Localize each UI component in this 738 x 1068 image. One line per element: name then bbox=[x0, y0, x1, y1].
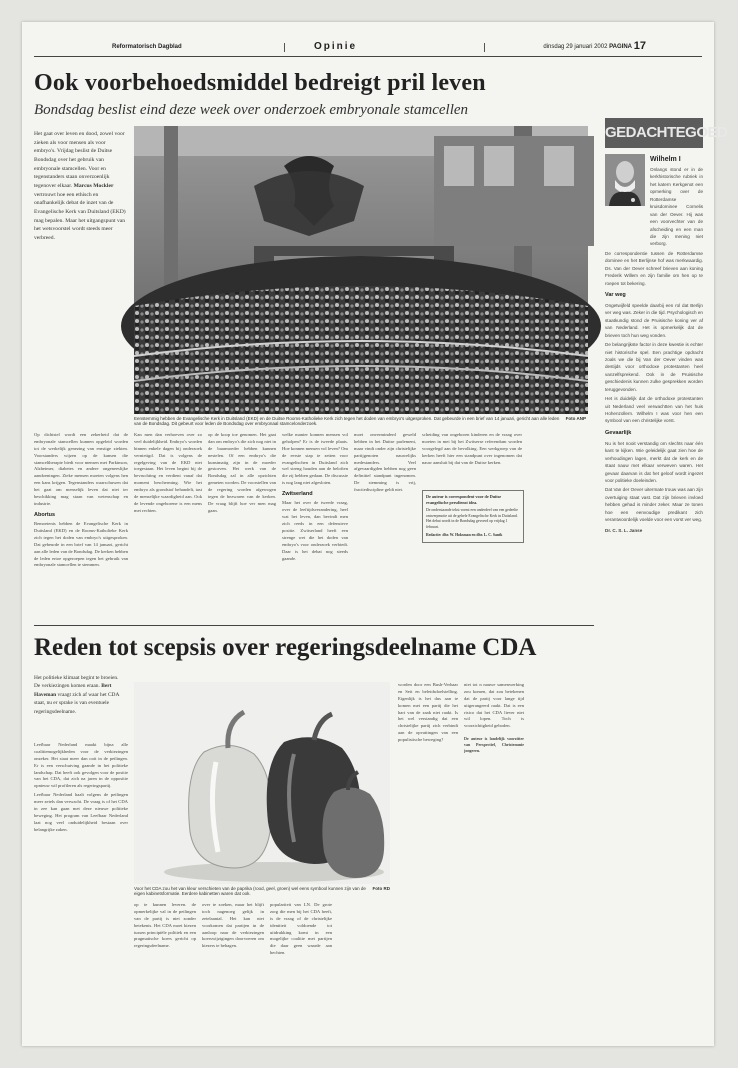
article2-column-6: niet tot n nauwe samenwerking zou komen, dat zou betekenen dat de partij voor lange tijd uitgerangeerd raakt. Dat is een risico dat het CDA liever niet wil lopen. Toch is voorzichtigheid geboden. De auteur is landelijk voorzitter van Perspectief, Christenunie jongeren. bbox=[464, 682, 524, 754]
article2-author: Bert Haveman bbox=[34, 683, 112, 698]
subhead-zwitserland: Zwitserland bbox=[282, 491, 313, 498]
bundestag-illustration bbox=[134, 126, 588, 414]
photo2-credit: Foto RD bbox=[372, 886, 390, 891]
newspaper-page bbox=[22, 22, 728, 1046]
article2-column-1: Leefbaar Nederland maakt bijna alle coalitiemogelijkheden voor de verkiezingen onzeker. Het staat meer dan ooit in de peilingen. Er is een verschuiving gaande in het politieke landschap. Dat heeft ook gevolgen voor de positie van het CDA, dat zich na jaren in de oppositie opnieuw wil profileren als regeringspartij. Leefbaar Nederland haalt volgens de peilingen meer zetels dan verwacht. De vraag is of het CDA in zee kan gaan met deze nieuwe politieke beweging. Het program van Leefbaar Nederland laat nog veel onduidelijkheid bestaan over belangrijke zaken. bbox=[34, 742, 128, 832]
article1-column-6: scheiding van ongeboren kinderen en de vraag over moeten in mei bij het Zwitserse referendum worden voorgelegd aan de bevolking. Een werkgroep van de kerken heeft hier een standpunt over ingenomen dat nauw aansluit bij dat van de Duitse kerken. bbox=[422, 432, 522, 465]
article1-column-4: welke manier konnen mensen vol geholpen? Er is de tweede plaats. Hoe konnen mensen vol leven? Om de eerste stap te zetten voor evangelischen in Duitsland zich wel streng houden aan de beloften die zij hebben gedaan. De discussie is nog lang niet afgesloten. Zwitserland Maar het over de tweede vraag, over de leeftijdsverandering, heel wat het leven, dan bevindt men zich reeds in een defensieve positie. Zwitserland heeft een strenge wet die het doden van embryo's voor onderzoek verbiedt. Daar is het debat nog steeds gaande. bbox=[282, 432, 348, 561]
subhead-gevaarlijk: Gevaarlijk bbox=[605, 429, 632, 436]
sidebar-title: Wilhelm I bbox=[650, 156, 681, 163]
page-number: 17 bbox=[633, 40, 646, 52]
article1-intro: Het gaat over leven en dood, zowel voor zieken als voor mensen als voor embryo's. Vrijdag beslist de Duitse Bondsdag over het gebruik van embryonale stamcellen. Voor en tegenstanders staan onverzoenlijk tegenover elkaar. Marcus Mockler vertrouwt hoe een ethisch en onafhankelijk debat de inzet van de Evangelische Kerk van Duitsland (EKD) mag bepalen. Maar het uitgangspunt van het wetsvoorstel wordt steeds meer verbreed. bbox=[34, 131, 126, 241]
editor-signature: Redactie: dhr. W. Hoksman en dhr. L. C. Santk bbox=[426, 533, 503, 538]
photo2-caption: Foto RD Voor het CDA zou het van kleur verschieten van de paprika (rood, geel, groen) wel eens symbool kunnen zijn van de eigen kabinetsformatie. Eerdere kabinetten waren dat ook. bbox=[134, 886, 390, 897]
sidebar-signature: Dr. C. S. L. Janse bbox=[605, 527, 643, 533]
photo-caption: Foto ANP Eenstemmig hebben de Evangelische Kerk in Duitsland (EKD) en de Duitse Rooms-Katholieke Kerk zich tegen het doden van embryo's uitgesproken. Dat gebeurde in een brief van 14 januari, gericht aan alle leden van de Bondsdag. Dit gebeurt voor leden de Bondsdag over embryonaal stamcelonderzoek. bbox=[134, 416, 586, 427]
article1-author: Marcus Mockler bbox=[73, 182, 114, 189]
article1-column-1: Op dichtstel wordt een zekerheid dat de embryonale stamcellen kunnen opgeleid worden tot de werkelijk genezing van ernstige ziekten. Voorstanders wijzen op de kansen die stamceltherapie biedt voor mensen met Parkinson, Alzheimer, diabetes en andere ongeneeslijke aandoeningen. Zieke mensen moeten volgens hen een kans krijgen. Tegenstanders waarschuwen dat het gaat om menselijk leven dat niet ter beschikking mag staan van wetenschap en industrie. Abortus Bemoeienis hebben de Evangelische Kerk in Duitsland (EKD) en de Rooms-Katholieke Kerk zich tegen het doden van embryo's uitgesproken. Dat gebeurde in een brief van 14 januari, gericht aan alle leden van de Bondsdag. De kerken hebben de leden ertoe opgeroepen tegen het gebruik van embryonale stamcellen te stemmen. bbox=[34, 432, 128, 568]
sidebar-column: Onlangs stond er in de kerkhistorische rubriek in het katern Kerkgenot een opmerking over de Rotterdamse kruisdominee Cornelis van der Oever. Hij was een voorvechter van de afscheiding en een man die zijn mening niet verborg. De correspondentie tussen de Rotterdamse dominee en het Berlijnse hof was merkwaardig. Ds. Van der Oever schreef brieven aan koning Frederik Willem en zijn familie om hen op te roepen tot bekering. Var weg Ongetwijfeld speelde daarbij een rol dat Berlijn ver weg was. Zeker in die tijd. Psychologisch en staatkundig stond de Pruisische koning ver af van Nederland. Het is opmerkelijk dat de brieven toch hun weg vonden. De belangrijkste factor in deze kwestie is echter niet historische spel. Een prachtige opdracht zoals we die bij Van der Oever vinden was destijds voor orthodoxe protestanten heel vanzelfsprekend. Ook in de Pruisische geschiedenis kunnen zulke gesprekken worden teruggevonden. Het is duidelijk dat de orthodoxe protestanten uit Nederland veel verwachtten van het huis Hohenzollern. Wilhelm I was voor hen een symbool van een christelijke vorst. Gevaarlijk Nu is het nooit verstandig om slechts naar één kant te kijken. Wie geleidelijk gaat zien hoe de verhoudingen lagen, merkt dat de kerk en de staat nauw met elkaar verweven waren. Het gevaar daarvan is dat het geloof wordt ingezet voor politieke doeleinden. Dat Van der Oever uitermate trouw was aan zijn overtuiging staat vast. Dat zijn brieven invloed hebben gehad is minder zeker. Maar ze tonen hoe een eenvoudige predikant zich verantwoordelijk voelde voor een vorst ver weg. Dr. C. S. L. Janse bbox=[605, 167, 703, 533]
header-divider bbox=[284, 43, 285, 52]
issue-date: dinsdag 29 januari 2002 PAGINA bbox=[543, 44, 632, 50]
gedachtegoed-banner: GEDACHTEGOED bbox=[605, 118, 703, 148]
article2-column-5: worden door een Bush-Verhaar en Seit en beleidsdoelstelling. Eigenlijk is het dus aan te komen met een partij die het hart van de zaak niet raakt. Is het wel verstandig dat een christelijke partij zich verbindt aan de opvattingen van een populistische beweging? bbox=[398, 682, 458, 743]
section-name: Opinie bbox=[314, 41, 358, 52]
paprika-illustration bbox=[134, 682, 390, 884]
author-note-box: De auteur is correspondent voor de Duitse evangelische persdienst idea. De onderstaande tekst vormt een onderdeel van een gedeelte ontwerpmotie uit de gehele Evangelische Kerk in Duitsland. Het debat wordt in de Bondsdag gevoerd op vrijdag 1 februari. Redactie: dhr. W. Hoksman en dhr. L. C. Santk bbox=[422, 490, 524, 543]
paprika-photo bbox=[134, 682, 390, 884]
article1-subheadline: Bondsdag beslist eind deze week over onderzoek embryonale stamcellen bbox=[34, 102, 469, 118]
photo-credit: Foto ANP bbox=[565, 416, 586, 421]
page-header bbox=[34, 40, 702, 57]
article1-headline: Ook voorbehoedsmiddel bedreigt pril leven bbox=[34, 70, 486, 96]
article2-column-2: op te kunnen leveren. de opmerkelijke val in de peilingen van de partij is niet zonder betekenis. Het CDA moet kiezen tussen principiële politiek en een pragmatische koers gericht op regeringsdeelname. bbox=[134, 902, 196, 949]
subhead-var-weg: Var weg bbox=[605, 292, 626, 298]
article2-column-4: populariteit van LN. De grote zorg die men bij het CDA heeft, is de vraag of de christelijke identiteit voldoende tot uitdrukking komt in een mogelijke coalitie met partijen die daar geen waarde aan hechten. bbox=[270, 902, 332, 956]
author-footnote: De auteur is landelijk voorzitter van Perspectief, Christenunie jongeren. bbox=[464, 736, 524, 754]
publication-name: Reformatorisch Dagblad bbox=[112, 44, 182, 50]
article1-column-2: Kan men dan verhoeven over zo veel duidelijkheid. Embryo's worden binnen enkele dagen bij onderzoek vernietigd. Dat is volgens de regelgeving van de EKD niet toegestaan. Het leven begint bij de bevruchting en verdient vanaf dat moment bescherming. Wie het embryo als grondstof behandelt, tast de menselijke waardigheid aan. Ook de levende ongeborene is een mens met rechten. bbox=[134, 432, 202, 513]
article-divider bbox=[34, 625, 594, 626]
header-divider bbox=[484, 43, 485, 52]
article2-column-3: over te zoeken, maar het blijft toch nagenoeg gelijk in zetelaantal. Het kan niet voorkomen dat partijen in de aanloop naar de verkiezingen koerswijzigingen doorvoeren om kiezers te behagen. bbox=[202, 902, 264, 949]
article1-column-3: op de koop toe genomen. Het gaat dan om embryo's die zich nog niet in de baarmoeder hebben kunnen nestelen. Of een embryo's die kunstmatig zijn in de moeder gestorven. Het werk van de Bondsdag zal in alle opzichten gemeten worden. De voorstellen van de regering worden afgewogen tegen de bezwaren van de kerken. De vraag blijft hoe ver men mag gaan. bbox=[208, 432, 276, 513]
subhead-abortus: Abortus bbox=[34, 511, 56, 518]
article2-headline: Reden tot scepsis over regeringsdeelname CDA bbox=[34, 634, 537, 661]
bondsdag-photo bbox=[134, 126, 588, 414]
article2-lead: Het politieke klimaat begint te broeien. De verkiezingen komen eraan. Bert Haveman vraagt zich af waar het CDA staat, nu er sprake is van eventuele regeringsdeelname. bbox=[34, 675, 120, 715]
article1-column-5: moet onverminderd geweld hebben in het Duitse parlement, maar vindt onder zijn christelijke partijgenoten nauwelijks medestanders. Veel afgevaardigden hebben nog geen definitief standpunt ingenomen. De stemming is vrij, fractiediscipline geldt niet. bbox=[354, 432, 416, 493]
